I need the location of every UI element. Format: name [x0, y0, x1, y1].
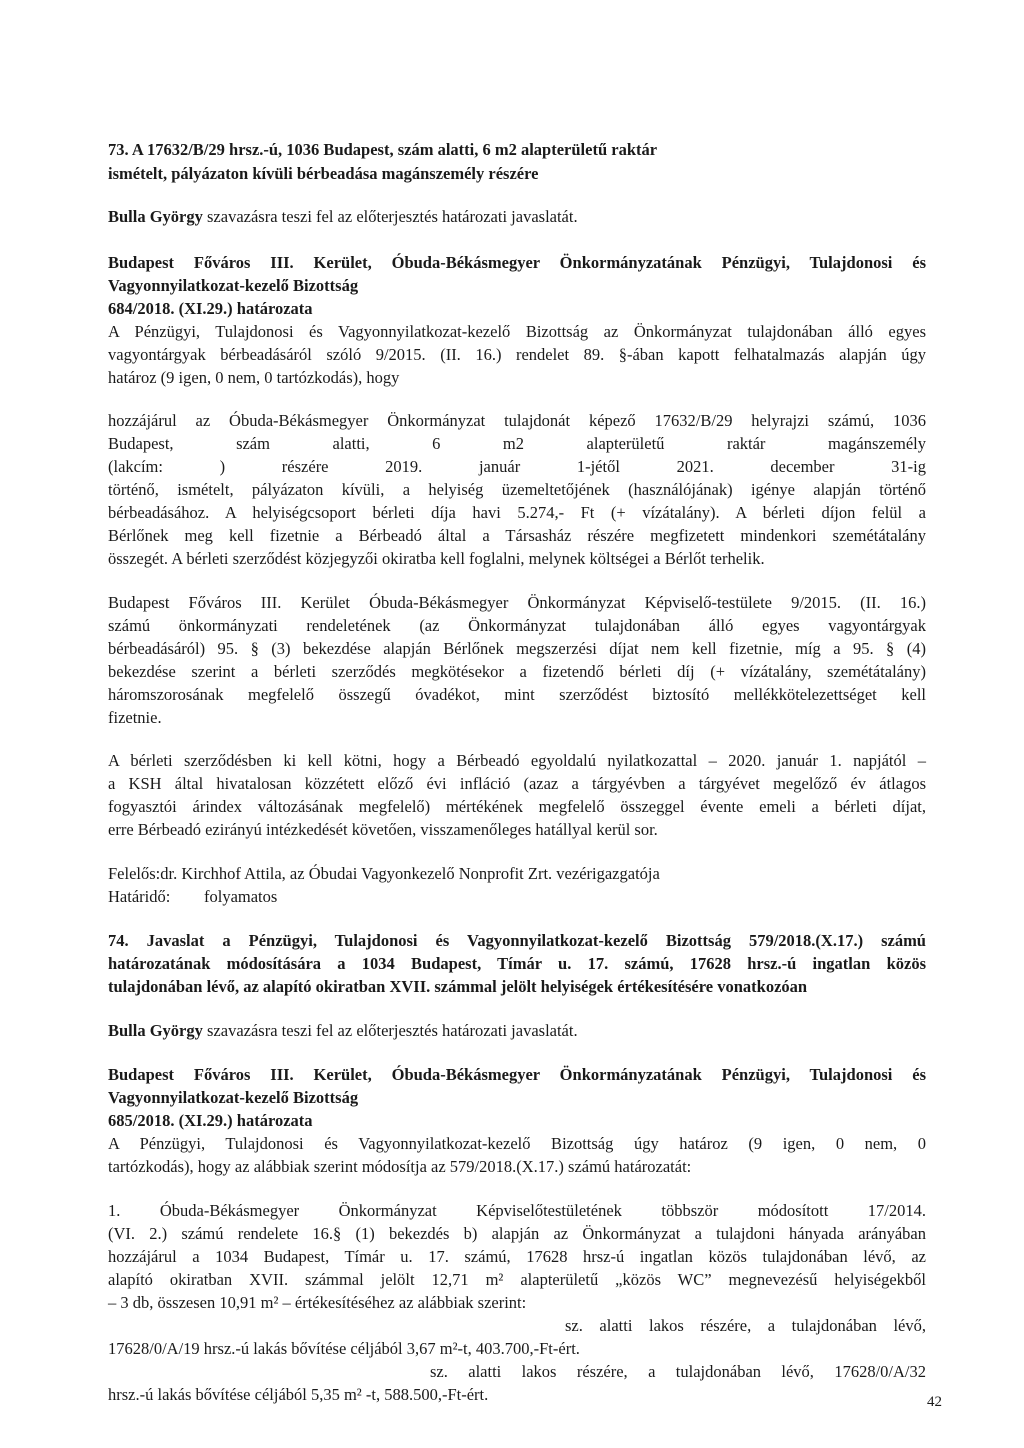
- item74-para1-line1: A Pénzügyi, Tulajdonosi és Vagyonnyilatkozat-kezelő Bizottság úgy határoz (9 igen, 0 nem, 0: [108, 1134, 926, 1153]
- item73-title-line1: 73. A 17632/B/29 hrsz.-ú, 1036 Budapest, szám alatti, 6 m2 alapterületű raktár: [108, 140, 658, 159]
- item73-resolution-number: 684/2018. (XI.29.) határozata: [108, 299, 313, 318]
- item73-para2-line1: hozzájárul az Óbuda-Békásmegyer Önkormányzat tulajdonát képező 17632/B/29 helyrajzi számú, 1036: [108, 411, 926, 430]
- item74-committee-line1: Budapest Főváros III. Kerület, Óbuda-Békásmegyer Önkormányzatának Pénzügyi, Tulajdonosi és: [108, 1065, 926, 1084]
- item74-list-line1: 1. Óbuda-Békásmegyer Önkormányzat Képviselőtestületének többször módosított 17/2014.: [108, 1201, 926, 1220]
- item73-para3-line1: Budapest Főváros III. Kerület Óbuda-Békásmegyer Önkormányzat Képviselő-testülete 9/2015. (II. 16.): [108, 593, 926, 612]
- item73-para1-line3: határoz (9 igen, 0 nem, 0 tartózkodás), hogy: [108, 368, 400, 387]
- item74-committee-line2: Vagyonnyilatkozat-kezelő Bizottság: [108, 1088, 359, 1107]
- item73-para4-line3: fogyasztói árindex változásának megfelelő) mértékének megfelelő összeggel évente emeli a bérleti díjat,: [108, 797, 926, 816]
- item74-list-line8: sz. alatti lakos részére, a tulajdonában lévő, 17628/0/A/32: [430, 1362, 926, 1381]
- item73-para2-line6: Bérlőnek meg kell fizetnie a Bérbeadó által a Társasház részére megfizetett mindenkori szemétátalány: [108, 526, 926, 545]
- item73-para3-line5: háromszorosának megfelelő összegű óvadékot, mint szerződést biztosító mellékkötelezettséget kell: [108, 685, 926, 704]
- item74-title-line3: tulajdonában lévő, az alapító okiratban XVII. számmal jelölt helyiségek értékesítésére vonatkozóan: [108, 977, 808, 996]
- item74-para1-line2: tartózkodás), hogy az alábbiak szerint módosítja az 579/2018.(X.17.) számú határozatát:: [108, 1157, 692, 1176]
- item73-para2-line4: történő, ismételt, pályázaton kívüli, a helyiség üzemeltetőjének (használójának) igénye alapján történő: [108, 480, 926, 499]
- item73-para2-line2: Budapest, szám alatti, 6 m2 alapterületű raktár magánszemély: [108, 434, 926, 453]
- item73-committee-line2: Vagyonnyilatkozat-kezelő Bizottság: [108, 276, 359, 295]
- item74-title-line2: határozatának módosítására a 1034 Budapest, Tímár u. 17. számú, 17628 hrsz.-ú ingatlan közös: [108, 954, 926, 973]
- item74-vote-line: [108, 1021, 578, 1041]
- item73-committee-line1: Budapest Főváros III. Kerület, Óbuda-Békásmegyer Önkormányzatának Pénzügyi, Tulajdonosi és: [108, 253, 926, 272]
- vote-name: Bulla György: [108, 1021, 203, 1040]
- item74-list-line6: sz. alatti lakos részére, a tulajdonában lévő,: [565, 1316, 926, 1335]
- item74-list-line5: – 3 db, összesen 10,91 m² – értékesítéséhez az alábbiak szerint:: [108, 1293, 527, 1312]
- item73-para3-line4: bekezdése szerint a bérleti szerződés megkötésekor a fizetendő bérleti díj (+ vízátalány, szemétátalány): [108, 662, 926, 681]
- vote-name: Bulla György: [108, 207, 203, 226]
- item73-para1-line2: vagyontárgyak bérbeadásáról szóló 9/2015. (II. 16.) rendelet 89. §-ában kapott felhatalmazás alapján úgy: [108, 345, 926, 364]
- item73-para4-line2: a KSH által hivatalosan közzétett előző évi infláció (azaz a tárgyévben a tárgyévet megelőző év átlagos: [108, 774, 926, 793]
- vote-text: szavazásra teszi fel az előterjesztés határozati javaslatát.: [202, 207, 578, 226]
- item74-resolution-number: 685/2018. (XI.29.) határozata: [108, 1111, 313, 1130]
- item73-responsible: Felelős:dr. Kirchhof Attila, az Óbudai Vagyonkezelő Nonprofit Zrt. vezérigazgatója: [108, 864, 660, 883]
- item73-para3-line2: számú önkormányzati rendeletének (az Önkormányzat tulajdonában álló egyes vagyontárgyak: [108, 616, 926, 635]
- item73-para3-line3: bérbeadásáról) 95. § (3) bekezdése alapján Bérlőnek megszerzési díjat nem kell fizetnie, míg a 95. § (4): [108, 639, 926, 658]
- item73-title-line2: ismételt, pályázaton kívüli bérbeadása magánszemély részére: [108, 164, 539, 183]
- item73-vote-line: [108, 207, 578, 227]
- item74-title-line1: 74. Javaslat a Pénzügyi, Tulajdonosi és Vagyonnyilatkozat-kezelő Bizottság 579/2018.(X.17.) számú: [108, 931, 926, 950]
- item74-list-line3: hozzájárul a 1034 Budapest, Tímár u. 17. számú, 17628 hrsz-ú ingatlan közös tulajdonában lévő, az: [108, 1247, 926, 1266]
- item73-para2-line5: bérbeadásához. A helyiségcsoport bérleti díja havi 5.274,- Ft (+ vízátalány). A bérleti díjon felül a: [108, 503, 926, 522]
- item73-para2-line3: (lakcím: ) részére 2019. január 1-jétől 2021. december 31-ig: [108, 457, 926, 476]
- item74-list-line7: 17628/0/A/19 hrsz.-ú lakás bővítése céljából 3,67 m²-t, 403.700,-Ft-ért.: [108, 1339, 580, 1358]
- page-number: 42: [927, 1394, 942, 1410]
- item74-list-line9: hrsz.-ú lakás bővítése céljából 5,35 m² -t, 588.500,-Ft-ért.: [108, 1385, 489, 1404]
- item73-deadline-value: folyamatos: [204, 887, 278, 906]
- item73-para4-line4: erre Bérbeadó ezirányú intézkedését követően, visszamenőleges hatállyal kerül sor.: [108, 820, 658, 839]
- item74-list-line4: alapító okiratban XVII. számmal jelölt 12,71 m² alapterületű „közös WC” megnevezésű helyiségekből: [108, 1270, 926, 1289]
- item73-para3-line6: fizetnie.: [108, 708, 162, 727]
- vote-text: szavazásra teszi fel az előterjesztés határozati javaslatát.: [202, 1021, 578, 1040]
- item73-para2-line7: összegét. A bérleti szerződést közjegyzői okiratba kell foglalni, melynek költségei a Bérlőt terhelik.: [108, 549, 765, 568]
- item73-deadline-label: Határidő:: [108, 887, 171, 906]
- item74-list-line2: (VI. 2.) számú rendelete 16.§ (1) bekezdés b) alapján az Önkormányzat a tulajdoni hányada arányában: [108, 1224, 926, 1243]
- item73-para1-line1: A Pénzügyi, Tulajdonosi és Vagyonnyilatkozat-kezelő Bizottság az Önkormányzat tulajdonában álló egyes: [108, 322, 926, 341]
- item73-para4-line1: A bérleti szerződésben ki kell kötni, hogy a Bérbeadó egyoldalú nyilatkozattal – 2020. január 1. napjától –: [108, 751, 926, 770]
